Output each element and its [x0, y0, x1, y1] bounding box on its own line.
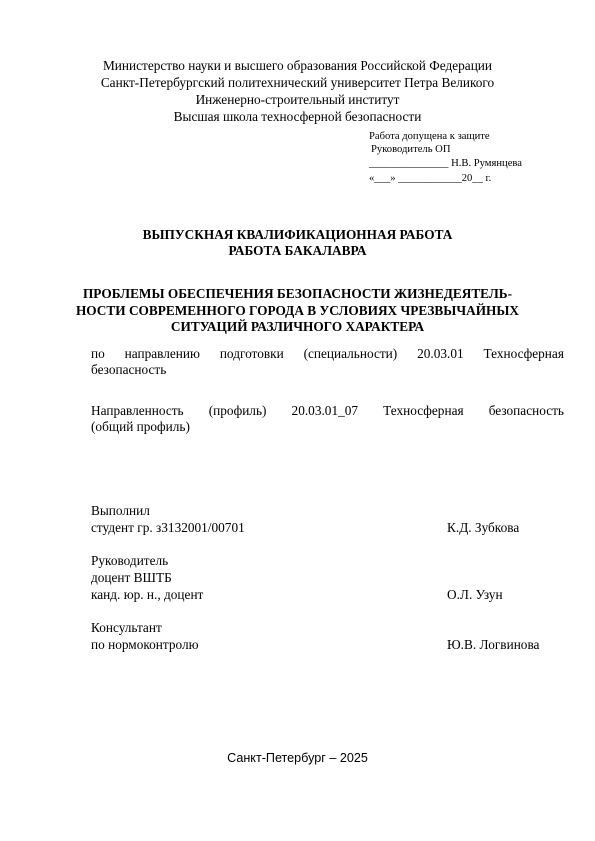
direction-word: (специальности) [303, 346, 398, 361]
supervisor-name: О.Л. Узун [447, 587, 503, 602]
work-degree-title: РАБОТА БАКАЛАВРА [228, 243, 367, 258]
school-line: Высшая школа техносферной безопасности [173, 109, 422, 124]
consultant-name: Ю.В. Логвинова [447, 637, 540, 652]
city-year: Санкт-Петербург – 2025 [227, 751, 368, 765]
performer-student: студент гр. з3132001/00701 [91, 520, 245, 535]
performer-name: К.Д. Зубкова [447, 520, 520, 535]
consultant-label: Консультант [91, 620, 162, 635]
focus-line-1 [91, 402, 564, 419]
focus-word: Направленность [91, 403, 184, 418]
focus-word: безопасность [488, 403, 564, 418]
consultant-area: по нормоконтролю [91, 637, 199, 652]
approval-date: «___» ____________20__ г. [369, 173, 492, 184]
approval-head: Руководитель ОП [371, 144, 451, 155]
focus-word: (профиль) [208, 403, 267, 418]
approval-admitted: Работа допущена к защите [369, 131, 490, 142]
supervisor-position: доцент ВШТБ [91, 570, 172, 585]
thesis-title-line-1: ПРОБЛЕМЫ ОБЕСПЕЧЕНИЯ БЕЗОПАСНОСТИ ЖИЗНЕДЕЯТЕЛЬ- [82, 286, 513, 301]
direction-word: по [91, 346, 105, 361]
direction-word: 20.03.01 [417, 346, 464, 361]
direction-line-1 [91, 345, 564, 362]
direction-line-2: безопасность [91, 362, 167, 377]
ministry-line: Министерство науки и высшего образования Российской Федерации [102, 58, 493, 73]
approval-signature: _______________ Н.В. Румянцева [369, 158, 522, 169]
direction-word: направлению [124, 346, 200, 361]
institute-line: Инженерно-строительный институт [195, 92, 400, 107]
work-type-title: ВЫПУСКНАЯ КВАЛИФИКАЦИОННАЯ РАБОТА [142, 227, 453, 242]
university-line: Санкт-Петербургский политехнический университет Петра Великого [100, 75, 495, 90]
direction-word: Техносферная [483, 346, 564, 361]
focus-line-2: (общий профиль) [91, 419, 190, 434]
direction-word: подготовки [219, 346, 284, 361]
focus-word: 20.03.01_07 [291, 403, 359, 418]
thesis-title-line-3: СИТУАЦИЙ РАЗЛИЧНОГО ХАРАКТЕРА [170, 319, 425, 334]
supervisor-label: Руководитель [91, 553, 169, 568]
focus-word: Техносферная [383, 403, 464, 418]
supervisor-degree: канд. юр. н., доцент [91, 587, 204, 602]
thesis-title-line-2: НОСТИ СОВРЕМЕННОГО ГОРОДА В УСЛОВИЯХ ЧРЕЗВЫЧАЙНЫХ [75, 303, 520, 318]
performer-label: Выполнил [91, 503, 150, 518]
